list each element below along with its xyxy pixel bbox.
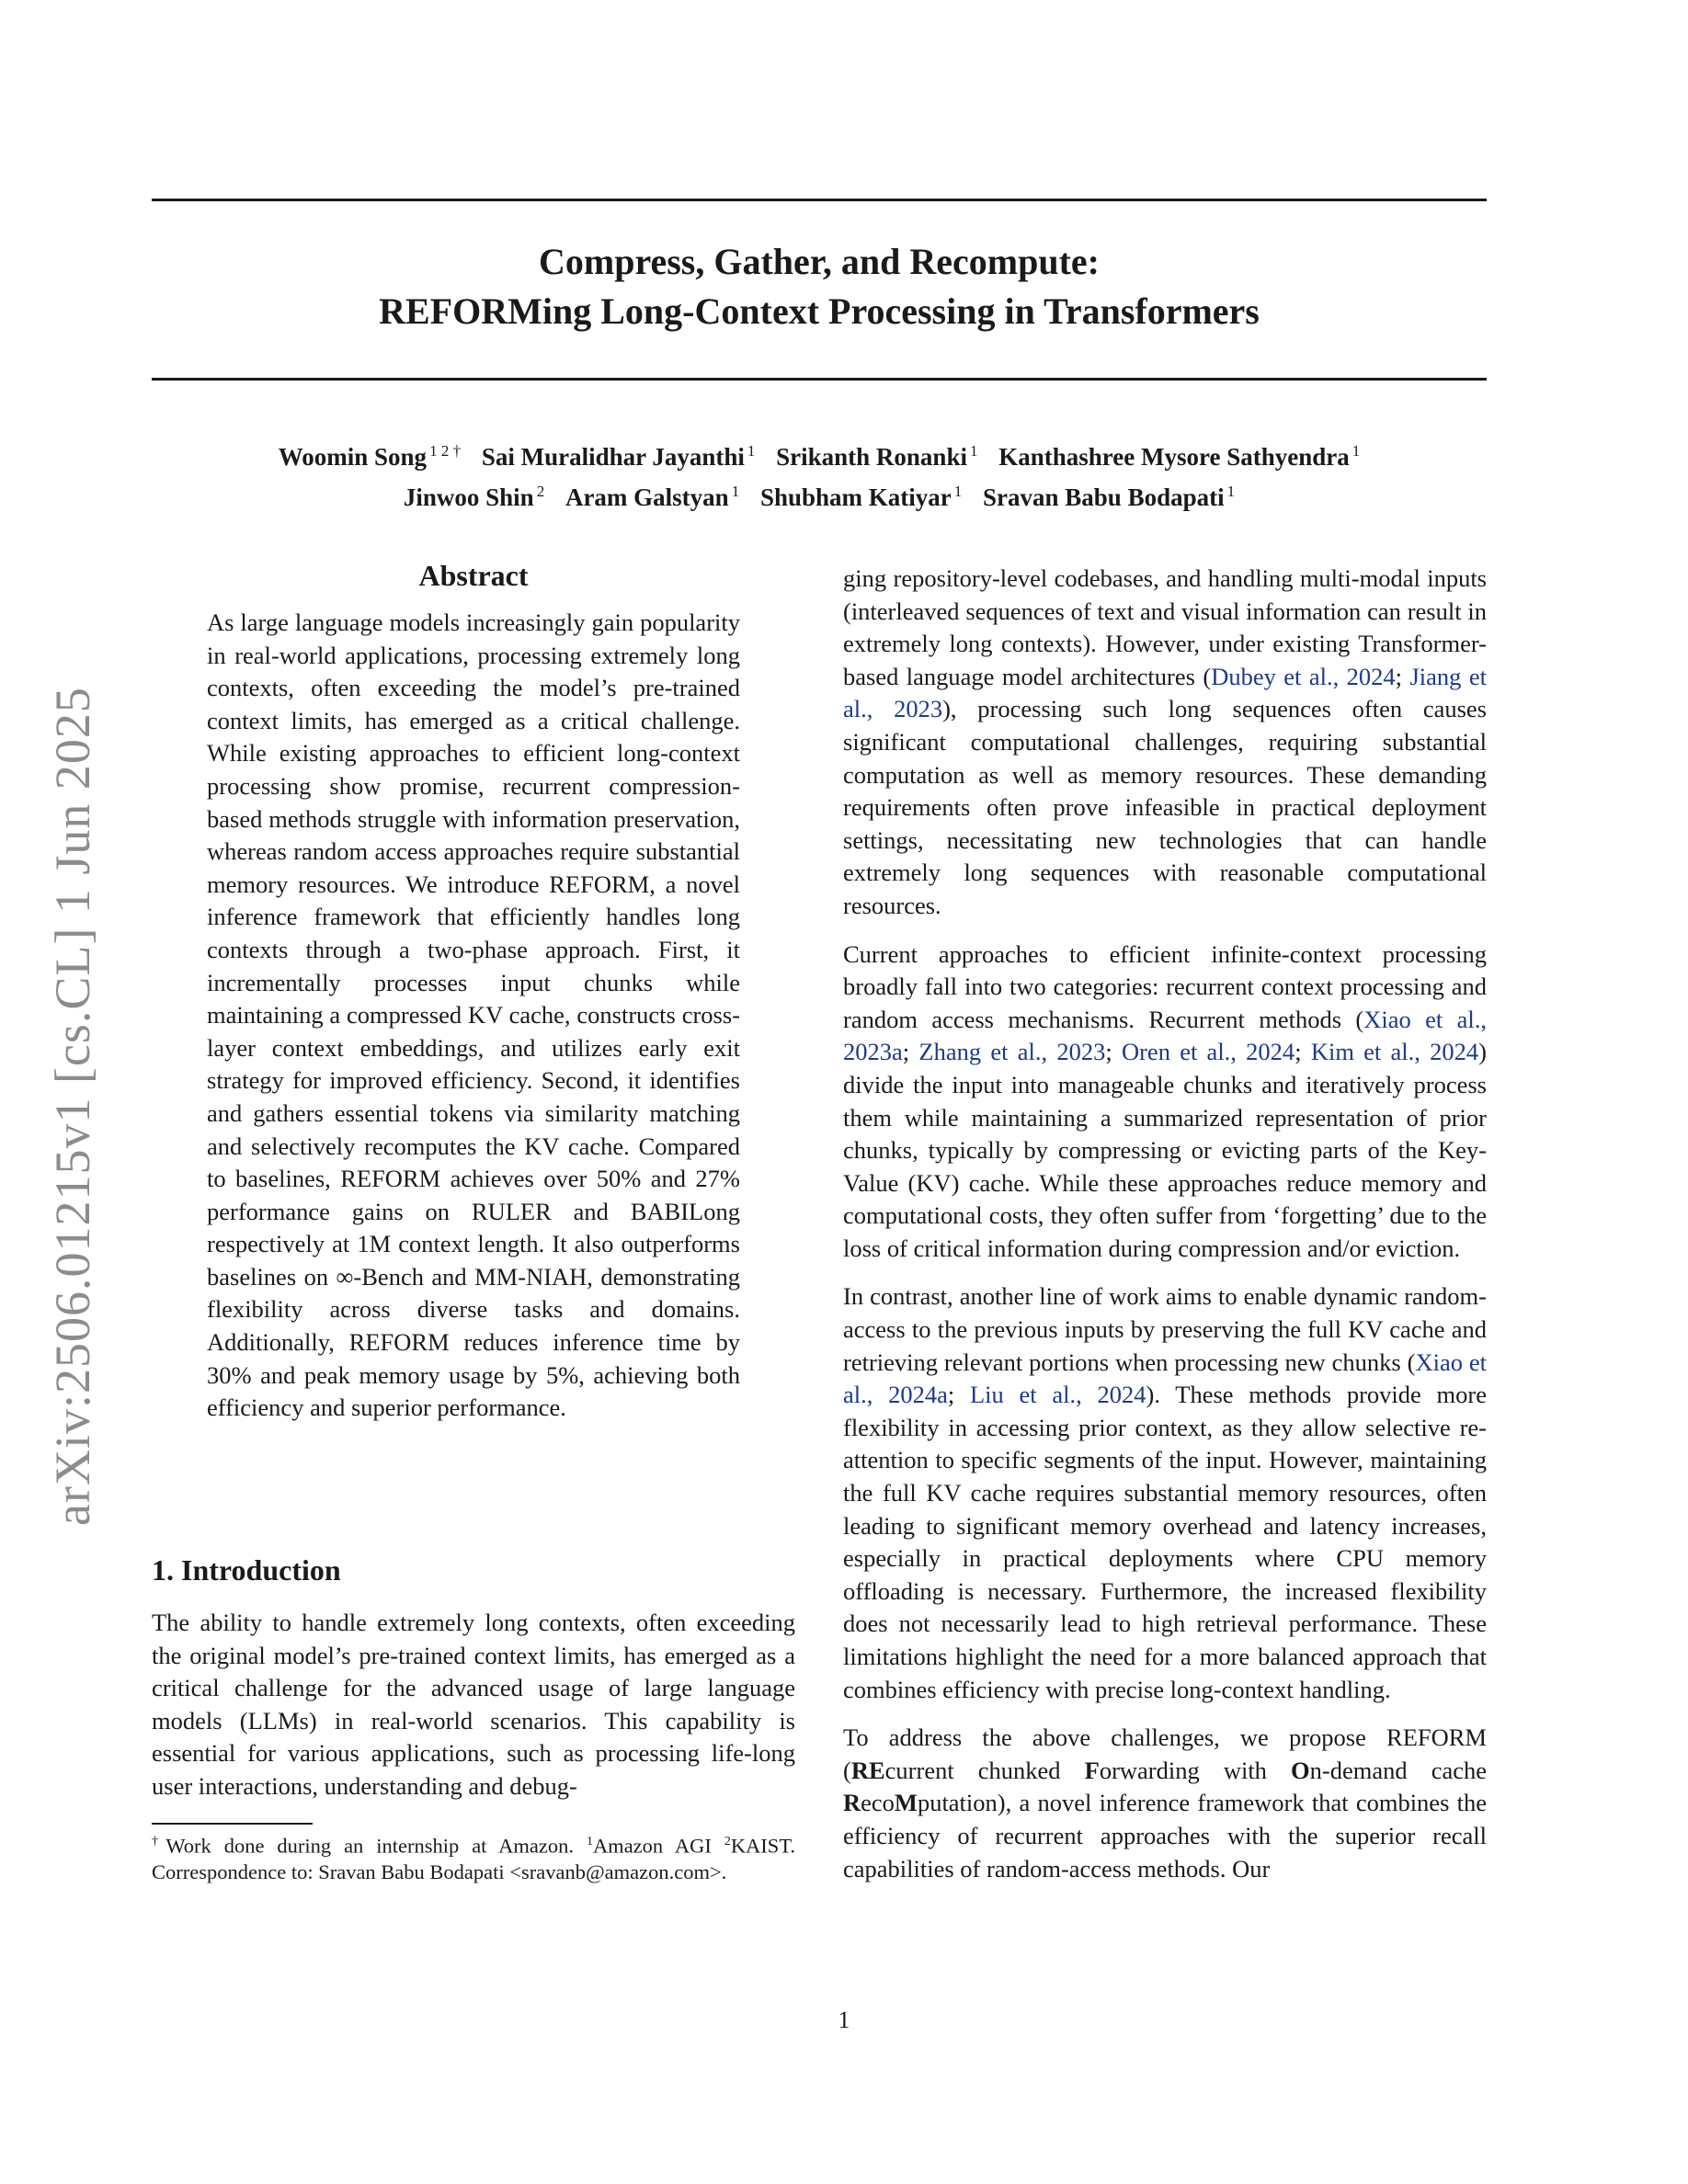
- citation-link[interactable]: Dubey et al., 2024: [1211, 662, 1396, 690]
- introduction-heading: 1. Introduction: [152, 1553, 341, 1587]
- citation-link[interactable]: Xiao et al., 2024a: [843, 1348, 1487, 1409]
- abstract-text: As large language models increasingly gain popularity in real-world applications, processing extremely long contexts, often exceeding the model’s pre-trained context limits, has emerged as a critical challenge. While existing approaches to efficient long-context processing show promise, recurrent compression-based methods struggle with information preservation, whereas random access approaches require substantial memory resources. We introduce REFORM, a novel inference framework that efficiently handles long contexts through a two-phase approach. First, it incrementally processes input chunks while maintaining a compressed KV cache, constructs cross-layer context embeddings, and utilizes early exit strategy for improved efficiency. Second, it identifies and gathers essential tokens via similarity matching and selectively recomputes the KV cache. Compared to baselines, REFORM achieves over 50% and 27% performance gains on RULER and BABILong respectively at 1M context length. It also outperforms baselines on ∞-Bench and MM-NIAH, demonstrating flexibility across diverse tasks and domains. Additionally, REFORM reduces inference time by 30% and peak memory usage by 5%, achieving both efficiency and superior performance.: [207, 609, 740, 1422]
- paper-title: [152, 237, 1487, 336]
- introduction-paragraph-1: The ability to handle extremely long contexts, often exceeding the original model’s pre-trained context limits, has emerged as a critical challenge for the advanced usage of large language models (LLMs) in real-world scenarios. This capability is essential for various applications, such as processing life-long user interactions, understanding and debug-: [152, 1609, 795, 1800]
- author-list: [152, 434, 1487, 515]
- citation-link[interactable]: Xiao et al., 2023a: [843, 1005, 1487, 1066]
- author: Aram Galstyan $^1$: [565, 483, 740, 511]
- title-line-1: Compress, Gather, and Recompute:: [539, 241, 1100, 282]
- author: Kanthashree Mysore Sathyendra $^1$: [998, 442, 1361, 471]
- introduction-paragraph-2: ging repository-level codebases, and handling multi-modal inputs (interleaved sequences of text and visual information can result in extremely long contexts). However, under existing Transformer-based language model architectures (Dubey et al., 2024; Jiang et al., 2023), processing such long sequences often causes significant computational challenges, requiring substantial computation as well as memory resources. These demanding requirements often prove infeasible in practical deployment settings, necessitating new technologies that can handle extremely long sequences with reasonable computational resources.: [843, 564, 1487, 919]
- author: Woomin Song $^{1 2 \dagger}$: [278, 442, 462, 471]
- citation-link[interactable]: Zhang et al., 2023: [918, 1038, 1106, 1066]
- author: Shubham Katiyar $^1$: [759, 483, 963, 511]
- right-column: [843, 563, 1487, 1901]
- footnote: †Work done during an internship at Amazon. $^1$Amazon AGI $^2$KAIST. Correspondence to: Sravan Babu Bodapati <sravanb@amazon.com>.: [152, 1834, 796, 1883]
- author: Srikanth Ronanki $^1$: [776, 442, 978, 471]
- arxiv-stamp: arXiv:2506.01215v1 [cs.CL] 1 Jun 2025: [45, 687, 100, 1526]
- citation-link[interactable]: Oren et al., 2024: [1121, 1038, 1295, 1066]
- author: Jinwoo Shin $^2$: [403, 483, 545, 511]
- citation-link[interactable]: Kim et al., 2024: [1310, 1038, 1479, 1066]
- author-line-2: [152, 474, 1487, 515]
- title-line-2: REFORMing Long-Context Processing in Transformers: [379, 290, 1260, 332]
- author: Sai Muralidhar Jayanthi $^1$: [481, 442, 756, 471]
- introduction-paragraph-4: In contrast, another line of work aims to enable dynamic random-access to the previous inputs by preserving the full KV cache and retrieving relevant portions when processing new chunks (Xiao et al., 2024a; Liu et al., 2024). These methods provide more flexibility in accessing prior context, as they allow selective re-attention to specific segments of the input. However, maintaining the full KV cache requires substantial memory resources, often leading to significant memory overhead and latency increases, especially in practical deployments where CPU memory offloading is necessary. Furthermore, the increased flexibility does not necessarily lead to high retrieval performance. These limitations highlight the need for a more balanced approach that combines efficiency with precise long-context handling.: [843, 1282, 1487, 1703]
- page-number: 1: [838, 2007, 850, 2033]
- author-line-1: [152, 434, 1487, 474]
- introduction-paragraph-3: Current approaches to efficient infinite-context processing broadly fall into two categories: recurrent context processing and random access mechanisms. Recurrent methods (Xiao et al., 2023a; Zhang et al., 2023; Oren et al., 2024; Kim et al., 2024) divide the input into manageable chunks and iteratively process them while maintaining a summarized representation of prior chunks, typically by compressing or evicting parts of the Key-Value (KV) cache. While these approaches reduce memory and computational costs, they often suffer from ‘forgetting’ due to the loss of critical information during compression and/or eviction.: [843, 939, 1487, 1262]
- title-rule-top: [152, 199, 1487, 201]
- title-rule-bottom: [152, 378, 1487, 381]
- citation-link[interactable]: Jiang et al., 2023: [843, 662, 1487, 723]
- introduction-paragraph-5: To address the above challenges, we propose REFORM (REcurrent chunked Forwarding with On-demand cache RecoMputation), a novel inference framework that combines the efficiency of recurrent approaches with the superior recall capabilities of random-access methods. Our: [843, 1723, 1487, 1883]
- abstract-heading: Abstract: [418, 559, 529, 592]
- author: Sravan Babu Bodapati $^1$: [983, 483, 1236, 511]
- footnote-rule: [152, 1823, 313, 1825]
- citation-link[interactable]: Liu et al., 2024: [970, 1381, 1146, 1409]
